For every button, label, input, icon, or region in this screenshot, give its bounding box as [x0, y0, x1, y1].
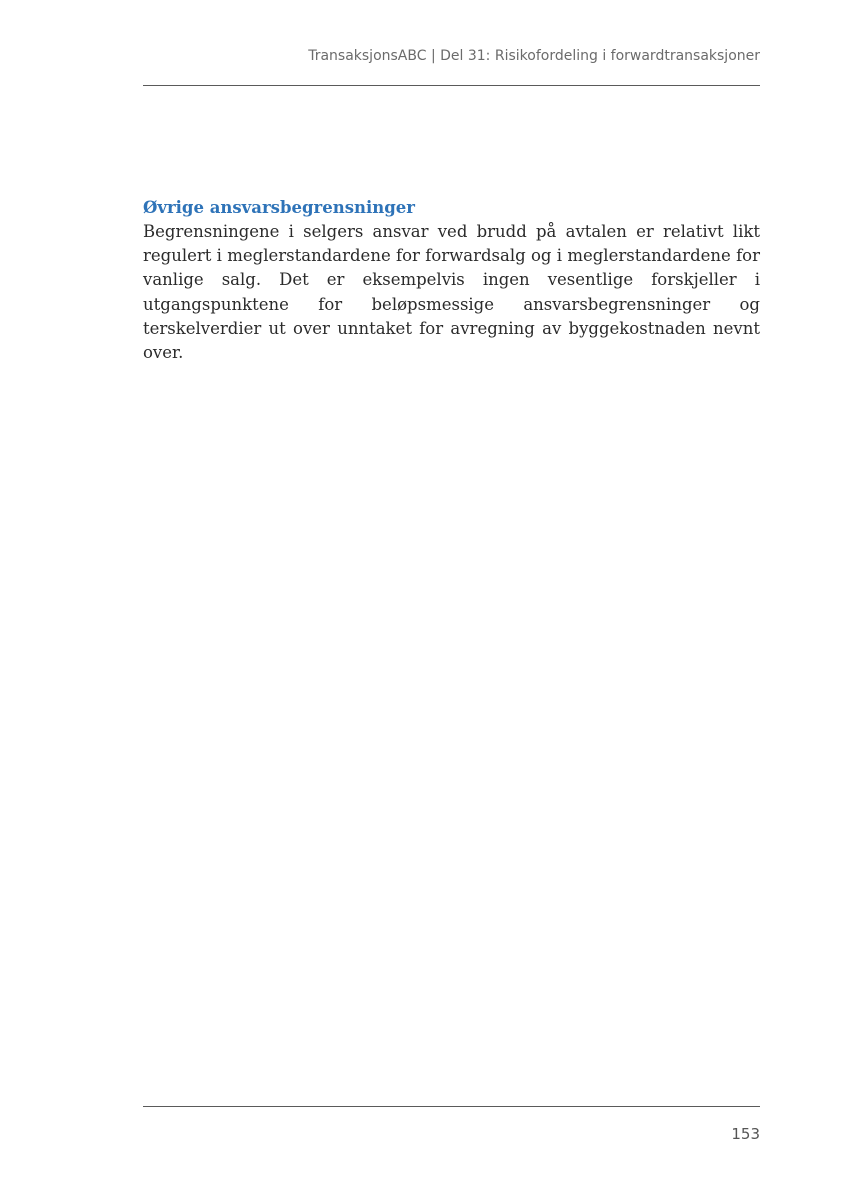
page-number: 153 [731, 1125, 760, 1143]
footer-divider [143, 1106, 760, 1107]
section-heading: Øvrige ansvarsbegrensninger [143, 198, 415, 217]
content-section [143, 196, 760, 365]
header-divider [143, 85, 760, 86]
body-paragraph: Begrensningene i selgers ansvar ved brudd på avtalen er relativt likt regulert i meglerstandardene for forwardsalg og i meglerstandardene for vanlige salg. Det er eksempelvis ingen vesentlige forskjeller i utgangspunktene for beløpsmessige ansvarsbegrensninger og terskelverdier ut over unntaket for avregning av byggekostnaden nevnt over. [143, 222, 760, 363]
running-header: TransaksjonsABC | Del 31: Risikofordeling i forwardtransaksjoner [308, 48, 760, 64]
